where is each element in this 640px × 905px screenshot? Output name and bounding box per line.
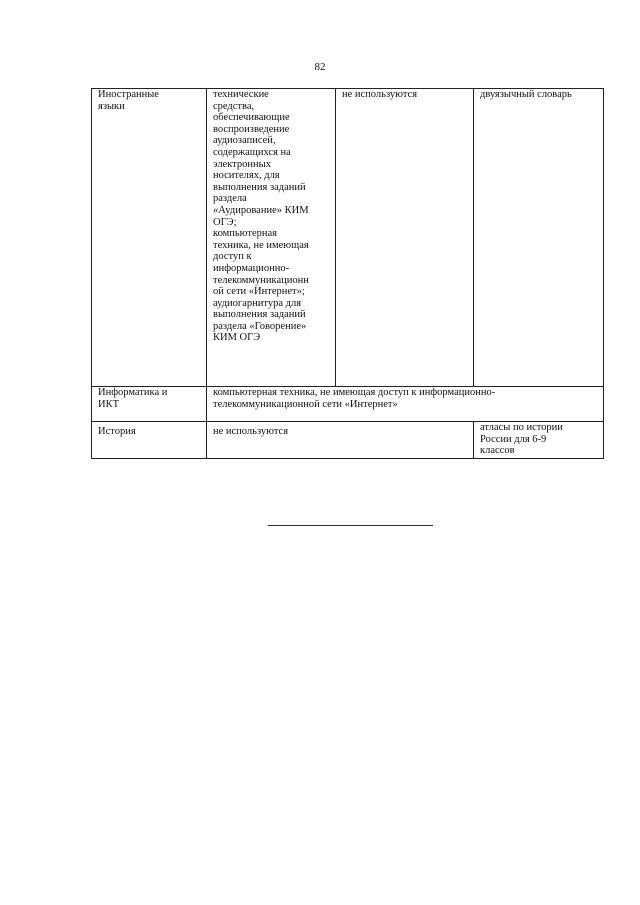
subject-name: История — [98, 426, 136, 437]
subject-cell — [92, 89, 207, 387]
table-row-informatics — [92, 387, 604, 422]
means-text: технические средства, обеспечивающие воспроизведение аудиозаписей, содержащихся на электронных носителях, для выполнения заданий раздела «Аудирование» КИМ ОГЭ; компьютерная техника, не имеющая доступ к информационно- телекоммуникационн ой сети «Интернет»; аудиогарнитура для выполнения заданий раздела «Говорение» КИМ ОГЭ — [213, 89, 309, 344]
page-number: 82 — [314, 61, 326, 73]
means-cell — [207, 387, 604, 422]
means-cell — [207, 89, 336, 387]
column4-cell — [474, 89, 604, 387]
column3-text: не используются — [342, 89, 418, 100]
column4-cell — [474, 422, 604, 459]
subject-name: Информатика и ИКТ — [98, 387, 168, 410]
subject-cell — [92, 387, 207, 422]
subject-cell — [92, 422, 207, 459]
means-cell — [207, 422, 474, 459]
means-text: компьютерная техника, не имеющая доступ к информационно- телекоммуникационной сети «Интернет» — [213, 387, 496, 410]
column4-text: атласы по истории России для 6-9 классов — [480, 422, 563, 457]
column3-cell — [336, 89, 474, 387]
table-row-foreign-languages — [92, 89, 604, 387]
subject-name: Иностранные языки — [98, 89, 159, 112]
separator-line — [268, 525, 433, 526]
column4-text: двуязычный словарь — [480, 89, 572, 100]
table-row-history — [92, 422, 604, 459]
exam-means-table — [91, 88, 604, 459]
means-text: не используются — [213, 426, 289, 437]
